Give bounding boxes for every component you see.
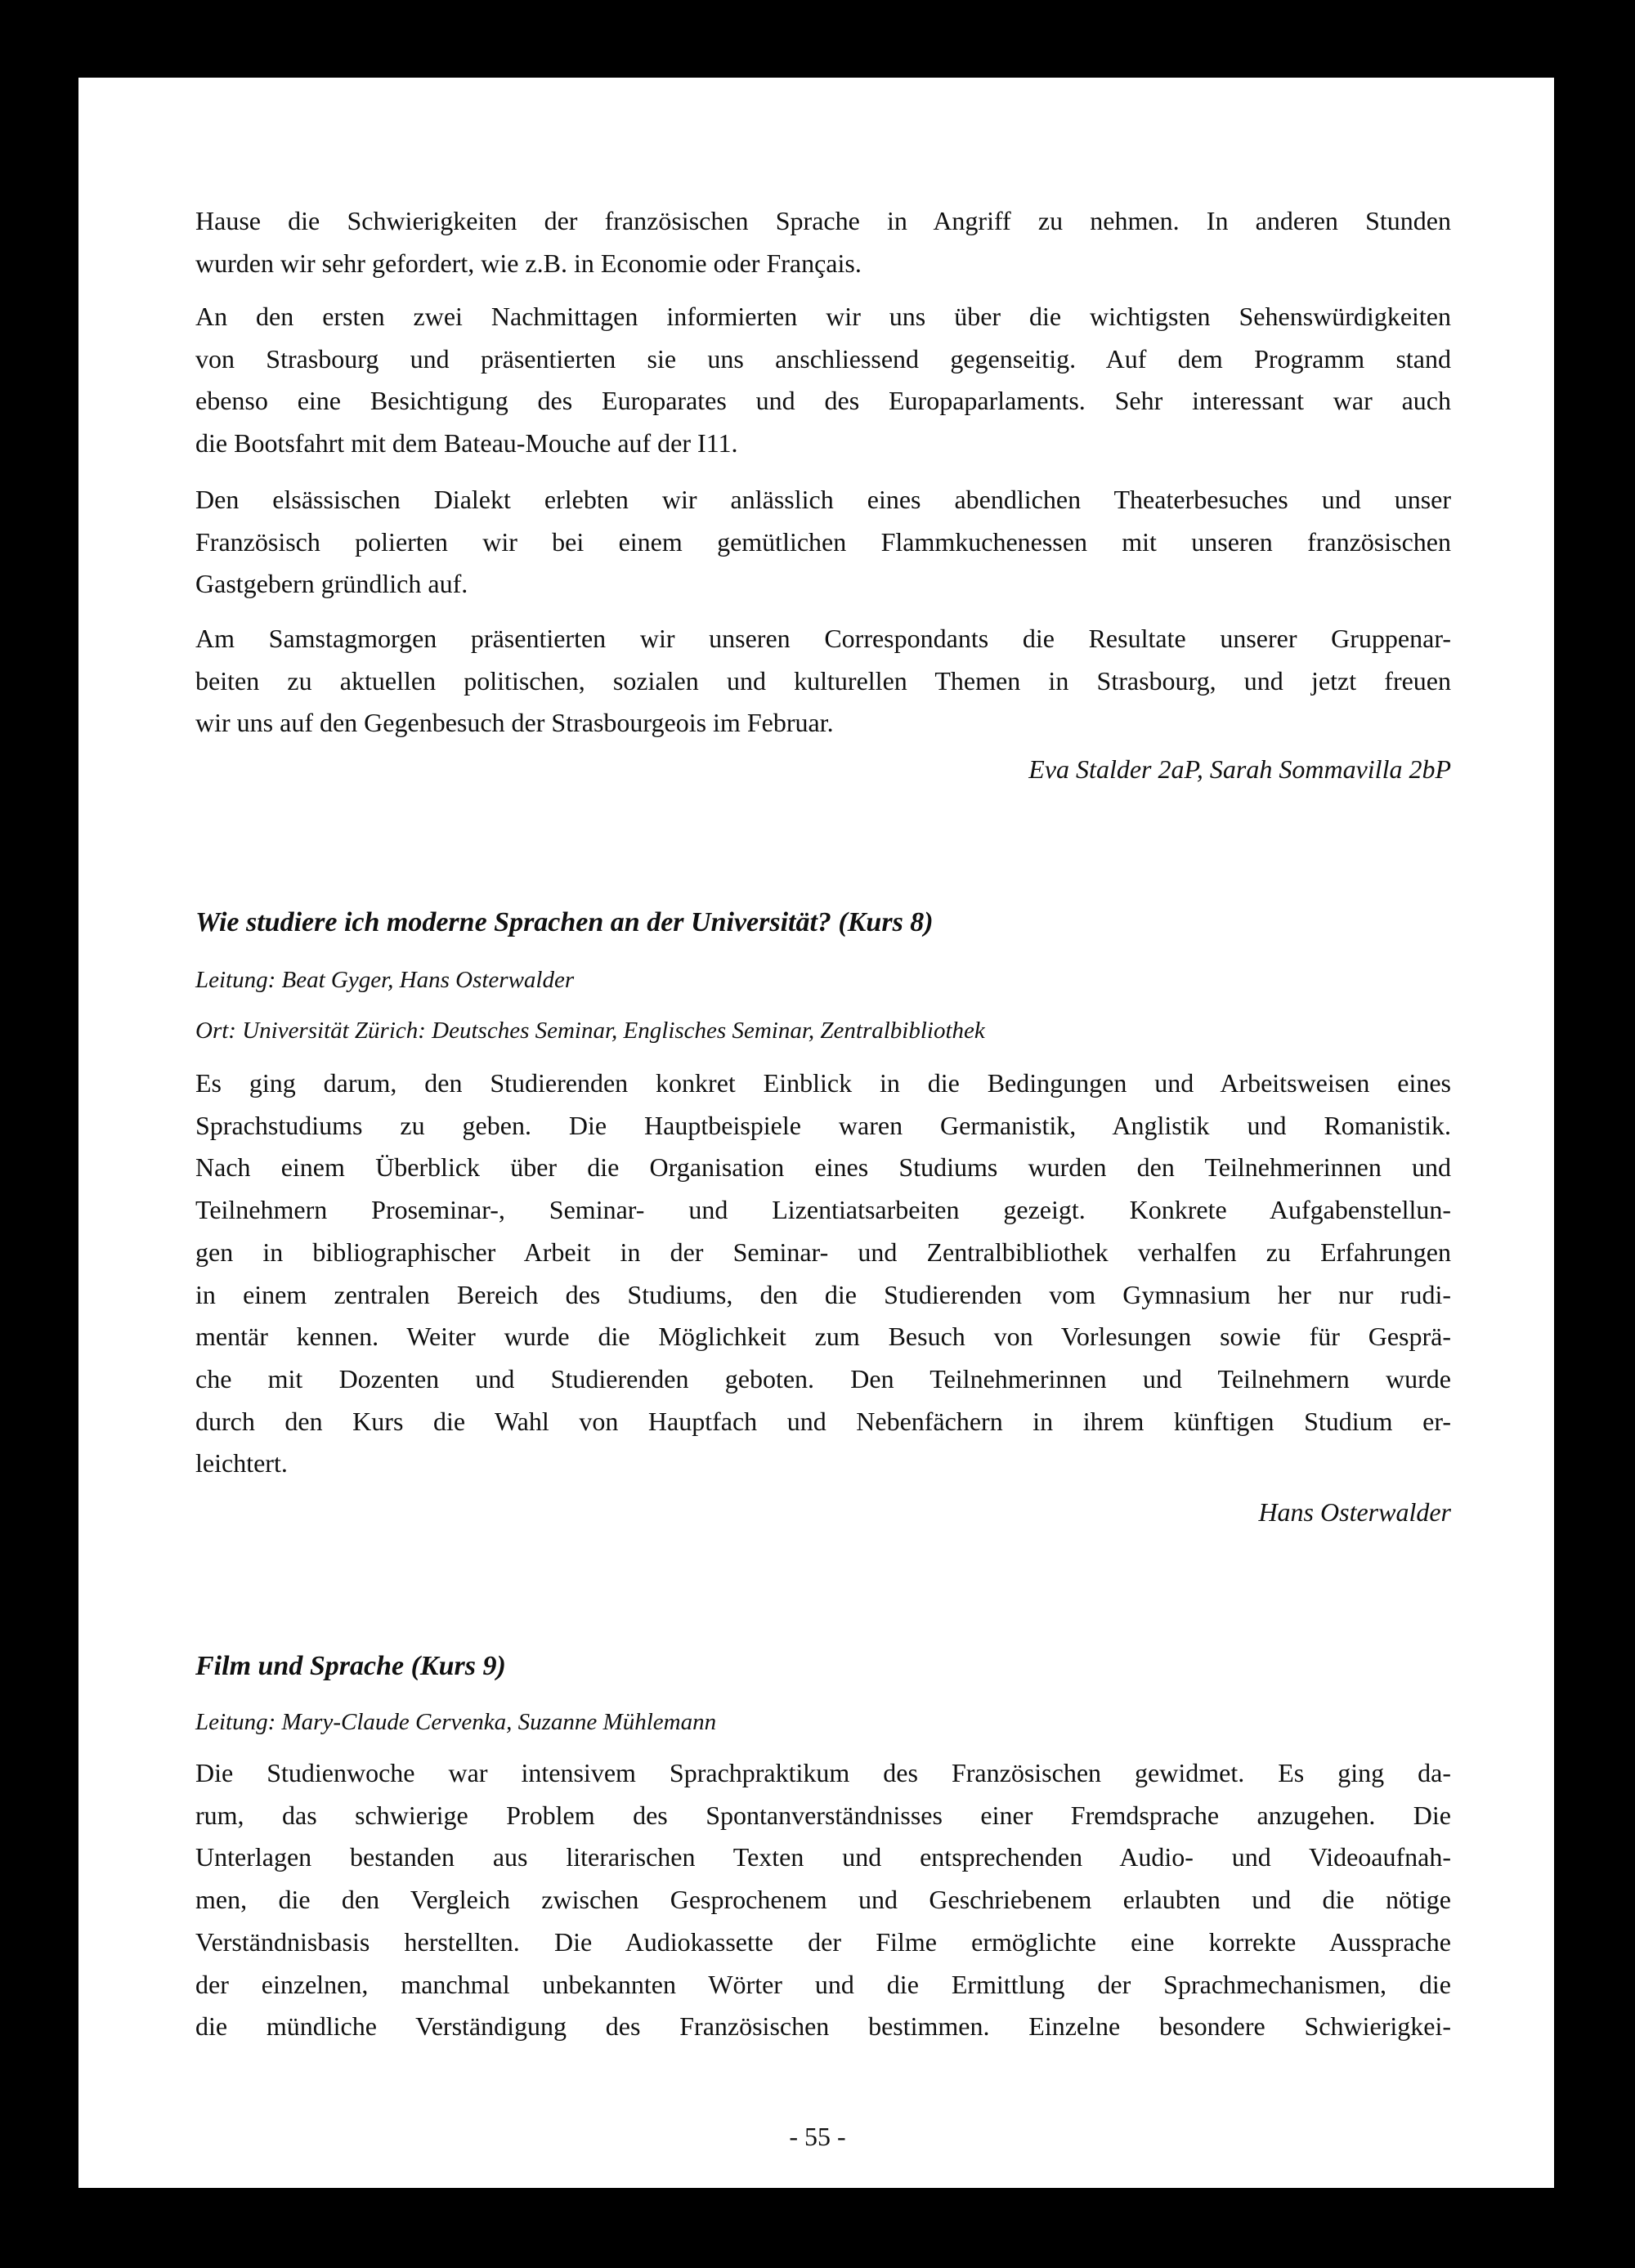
text-line: men, die den Vergleich zwischen Gesprochenem und Geschriebenem erlaubten und die nötige [195, 1885, 1451, 1915]
text-line: Sprachstudiums zu geben. Die Hauptbeispiele waren Germanistik, Anglistik und Romanistik. [195, 1110, 1451, 1140]
text-line: che mit Dozenten und Studierenden geboten. Den Teilnehmerinnen und Teilnehmern wurde [195, 1363, 1451, 1393]
text-line: Gastgebern gründlich auf. [195, 569, 468, 599]
paragraph-2 [195, 296, 1451, 465]
text-line: Am Samstagmorgen präsentierten wir unseren Correspondants die Resultate unserer Gruppenar- [195, 624, 1451, 653]
text-line: von Strasbourg und präsentierten sie uns anschliessend gegenseitig. Auf dem Programm stand [195, 343, 1451, 374]
page-number: - 55 - [789, 2122, 846, 2151]
text-line: Teilnehmern Proseminar-, Seminar- und Lizentiatsarbeiten gezeigt. Konkrete Aufgabenstellun- [195, 1195, 1451, 1225]
paragraph-1 [195, 200, 1451, 284]
text-line: der einzelnen, manchmal unbekannten Wörter und die Ermittlung der Sprachmechanismen, die [195, 1969, 1451, 1999]
text-line: ebenso eine Besichtigung des Europarates und des Europaparlaments. Sehr interessant war auch [195, 386, 1451, 416]
text-line: wir uns auf den Gegenbesuch der Strasbourgeois im Februar. [195, 708, 834, 738]
text-line: in einem zentralen Bereich des Studiums, den die Studierenden vom Gymnasium her nur rudi- [195, 1279, 1451, 1309]
text-line: Französisch polierten wir bei einem gemütlichen Flammkuchenessen mit unseren französischen [195, 526, 1451, 557]
text-line: mentär kennen. Weiter wurde die Möglichkeit zum Besuch von Vorlesungen sowie für Gesprä- [195, 1322, 1451, 1352]
signature-2: Hans Osterwalder [1258, 1497, 1451, 1527]
section-heading-kurs-8: Wie studiere ich moderne Sprachen an der Universität? (Kurs 8) [195, 907, 934, 937]
text-line: An den ersten zwei Nachmittagen informierten wir uns über die wichtigsten Sehenswürdigkeiten [195, 302, 1451, 331]
text-line: Verständnisbasis herstellten. Die Audiokassette der Filme ermöglichte eine korrekte Aussprache [195, 1926, 1451, 1957]
kurs-9-leitung: Leitung: Mary-Claude Cervenka, Suzanne Mühlemann [195, 1709, 717, 1735]
text-line: durch den Kurs die Wahl von Hauptfach und Nebenfächern in ihrem künftigen Studium er- [195, 1406, 1451, 1436]
text-line: Hause die Schwierigkeiten der französischen Sprache in Angriff zu nehmen. In anderen Stunden [195, 206, 1451, 235]
text-line: gen in bibliographischer Arbeit in der Seminar- und Zentralbibliothek verhalfen zu Erfahrungen [195, 1237, 1451, 1267]
text-line: rum, das schwierige Problem des Spontanverständnisses einer Fremdsprache anzugehen. Die [195, 1800, 1451, 1830]
paragraph-4 [195, 618, 1451, 745]
text-line: Nach einem Überblick über die Organisation eines Studiums wurden den Teilnehmerinnen und [195, 1152, 1451, 1183]
signature-1: Eva Stalder 2aP, Sarah Sommavilla 2bP [1028, 754, 1451, 784]
kurs-8-leitung: Leitung: Beat Gyger, Hans Osterwalder [195, 967, 575, 993]
text-line: wurden wir sehr gefordert, wie z.B. in Economie oder Français. [195, 248, 862, 278]
text-line: Unterlagen bestanden aus literarischen Texten und entsprechenden Audio- und Videoaufnah- [195, 1842, 1451, 1872]
kurs-8-text [195, 1062, 1451, 1485]
text-line: die mündliche Verständigung des Französischen bestimmen. Einzelne besondere Schwierigkei- [195, 2011, 1451, 2042]
text-line: Den elsässischen Dialekt erlebten wir anlässlich eines abendlichen Theaterbesuches und unser [195, 485, 1451, 514]
text-line: leichtert. [195, 1448, 288, 1478]
text-line: beiten zu aktuellen politischen, sozialen und kulturellen Themen in Strasbourg, und jetzt freuen [195, 665, 1451, 696]
kurs-8-ort: Ort: Universität Zürich: Deutsches Seminar, Englisches Seminar, Zentralbibliothek [195, 1018, 985, 1044]
section-heading-kurs-9: Film und Sprache (Kurs 9) [195, 1651, 506, 1681]
paragraph-3 [195, 479, 1451, 606]
text-line: Die Studienwoche war intensivem Sprachpraktikum des Französischen gewidmet. Es ging da- [195, 1758, 1451, 1787]
text-line: die Bootsfahrt mit dem Bateau-Mouche auf der I11. [195, 428, 738, 459]
kurs-9-text [195, 1752, 1451, 2048]
text-line: Es ging darum, den Studierenden konkret Einblick in die Bedingungen und Arbeitsweisen eines [195, 1068, 1451, 1098]
